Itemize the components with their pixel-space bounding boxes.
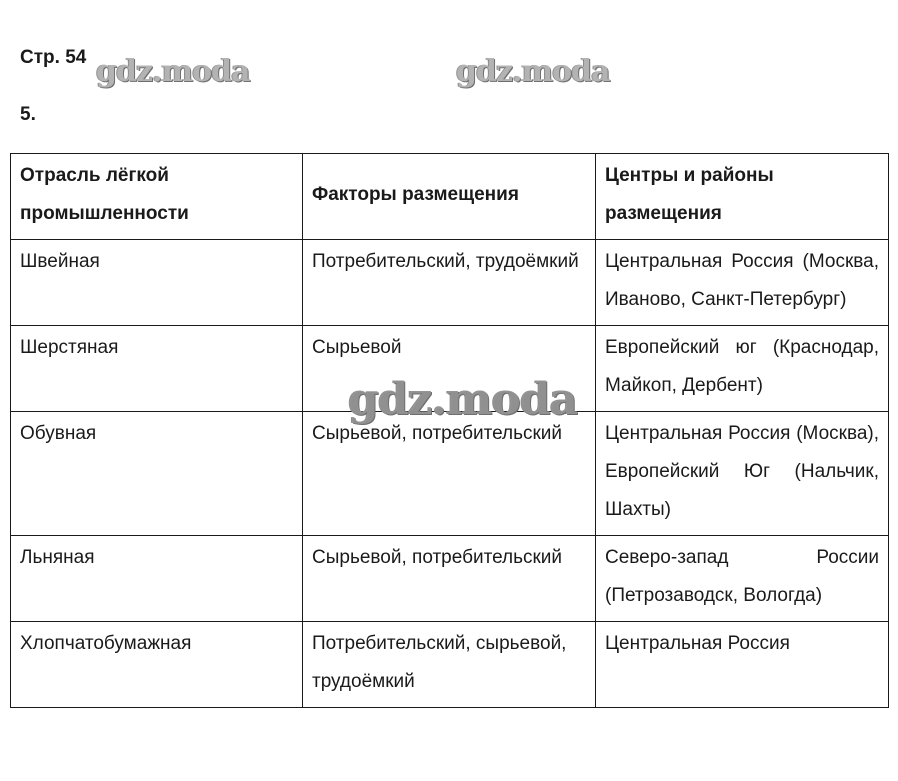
industry-cell: Обувная [11, 412, 303, 536]
watermark-logo: gdz.moda [348, 374, 578, 425]
table-row [11, 622, 889, 708]
industry-cell: Швейная [11, 240, 303, 326]
industry-cell: Льняная [11, 536, 303, 622]
task-number: 5. [20, 104, 36, 125]
factors-cell: Сырьевой, потребительский [303, 536, 596, 622]
table-header-row [11, 154, 889, 240]
table-row [11, 240, 889, 326]
watermark-logo: gdz.moda [96, 54, 250, 89]
light-industry-table [10, 153, 889, 708]
industry-cell: Шерстяная [11, 326, 303, 412]
factors-cell: Потребительский, сырьевой, трудоёмкий [303, 622, 596, 708]
centers-cell: Центральная Россия (Москва), Европейский Юг (Нальчик, Шахты) [596, 412, 889, 536]
factors-cell: Потребительский, трудоёмкий [303, 240, 596, 326]
watermark-logo: gdz.moda [456, 54, 610, 89]
industry-cell: Хлопчатобумажная [11, 622, 303, 708]
column-header-industry: Отрасль лёгкой промышленности [11, 154, 303, 240]
factors-cell: Сырьевой [303, 326, 596, 412]
factors-cell: Сырьевой, потребительский [303, 412, 596, 536]
centers-cell: Северо-запад России (Петрозаводск, Вологда) [596, 536, 889, 622]
table-row [11, 536, 889, 622]
column-header-factors: Факторы размещения [303, 154, 596, 240]
centers-cell: Центральная Россия (Москва, Иваново, Санкт-Петербург) [596, 240, 889, 326]
column-header-centers: Центры и районы размещения [596, 154, 889, 240]
centers-cell: Центральная Россия [596, 622, 889, 708]
table-row [11, 412, 889, 536]
centers-cell: Европейский юг (Краснодар, Майкоп, Дербент) [596, 326, 889, 412]
page-reference: Стр. 54 [20, 47, 87, 68]
